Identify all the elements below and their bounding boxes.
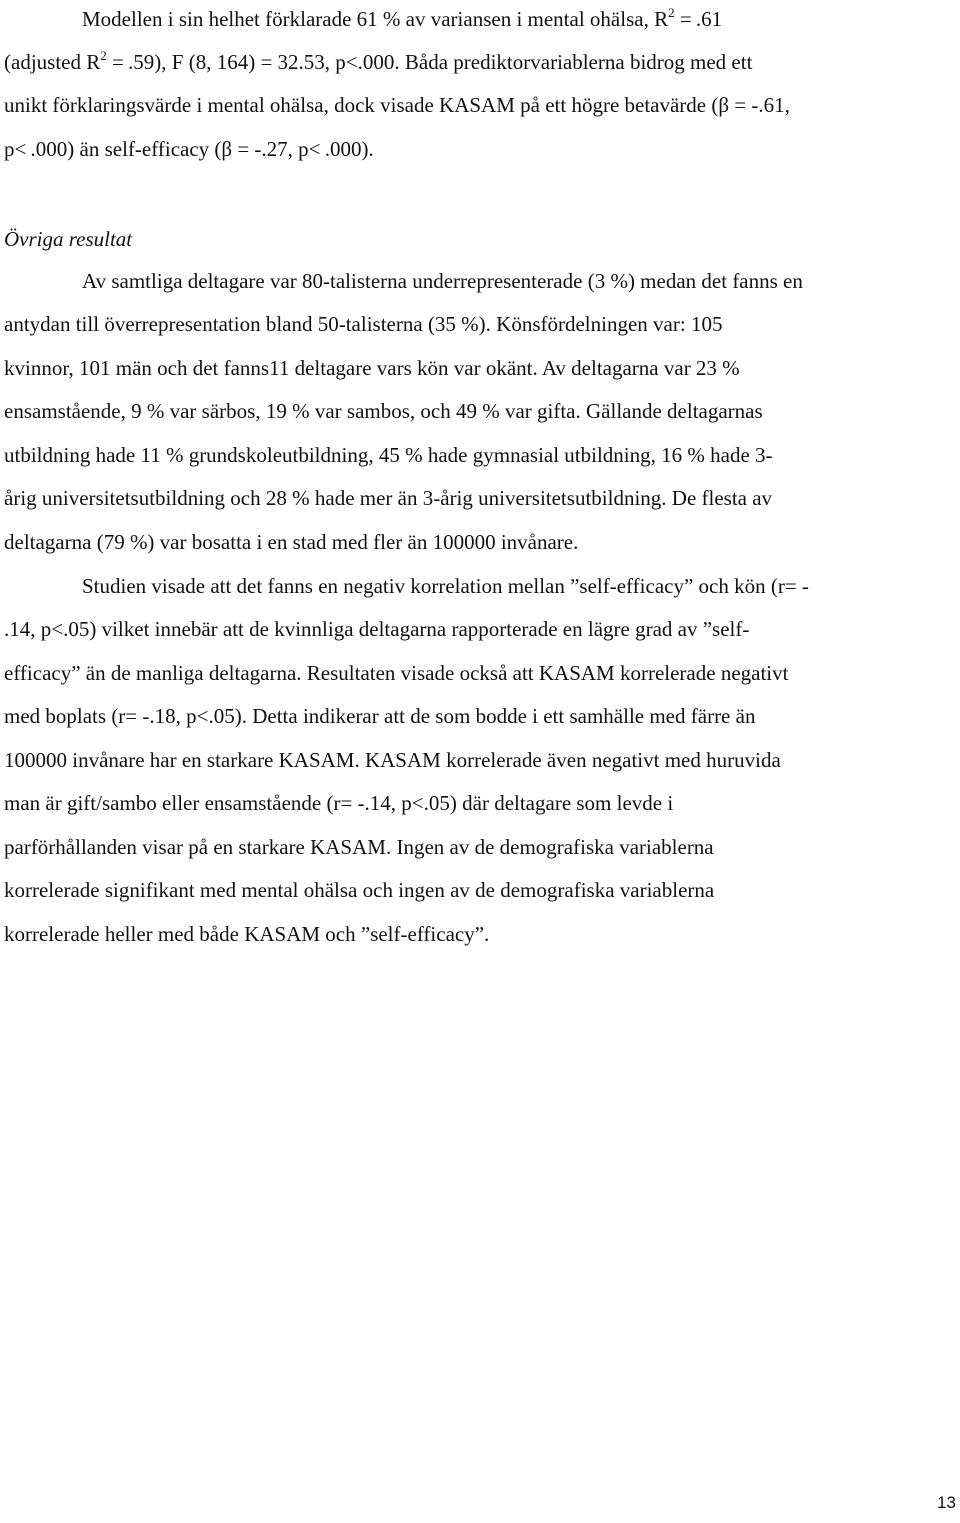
text-line: antydan till överrepresentation bland 50-talisterna (35 %). Könsfördelningen var: 105 bbox=[4, 312, 723, 336]
text-line: korrelerade heller med både KASAM och ”self-efficacy”. bbox=[4, 922, 490, 946]
superscript: 2 bbox=[668, 5, 675, 20]
text-line: Av samtliga deltagare var 80-talisterna underrepresenterade (3 %) medan det fanns en bbox=[82, 269, 803, 293]
text-line: Modellen i sin helhet förklarade 61 % av variansen i mental ohälsa, $R^2 = .61$ bbox=[82, 5, 723, 31]
text-line: årig universitetsutbildning och 28 % hade mer än 3-årig universitetsutbildning. De flesta av bbox=[4, 486, 773, 510]
section-heading: Övriga resultat bbox=[4, 227, 133, 251]
page-number: 13 bbox=[937, 1493, 956, 1512]
text-line: 100000 invånare har en starkare KASAM. KASAM korrelerade även negativt med huruvida bbox=[4, 748, 781, 772]
text-line: efficacy” än de manliga deltagarna. Resultaten visade också att KASAM korrelerade negativt bbox=[4, 661, 789, 685]
text-line: man är gift/sambo eller ensamstående (r= -.14, p<.05) där deltagare som levde i bbox=[4, 791, 674, 815]
text-line: Studien visade att det fanns en negativ korrelation mellan ”self-efficacy” och kön (r= - bbox=[82, 574, 809, 598]
text-line: (adjusted $R^2 = .59$), F (8, 164) = 32.53, p<.000. Båda prediktorvariablerna bidrog med ett bbox=[4, 48, 753, 74]
text-line: utbildning hade 11 % grundskoleutbildning, 45 % hade gymnasial utbildning, 16 % hade 3- bbox=[4, 443, 773, 467]
text-line: med boplats (r= -.18, p<.05). Detta indikerar att de som bodde i ett samhälle med färre än bbox=[4, 704, 756, 728]
text-line: korrelerade signifikant med mental ohälsa och ingen av de demografiska variablerna bbox=[4, 878, 715, 902]
text-line: p< .000) än self-efficacy (β = -.27, p< .000). bbox=[4, 137, 374, 161]
text-line: .14, p<.05) vilket innebär att de kvinnliga deltagarna rapporterade en lägre grad av ”self- bbox=[4, 617, 750, 641]
text-line: ensamstående, 9 % var särbos, 19 % var sambos, och 49 % var gifta. Gällande deltagarnas bbox=[4, 399, 763, 423]
text-line: deltagarna (79 %) var bosatta i en stad med fler än 100000 invånare. bbox=[4, 530, 579, 554]
superscript: 2 bbox=[100, 48, 107, 63]
text-line: kvinnor, 101 män och det fanns11 deltagare vars kön var okänt. Av deltagarna var 23 % bbox=[4, 356, 740, 380]
text-line: parförhållanden visar på en starkare KASAM. Ingen av de demografiska variablerna bbox=[4, 835, 714, 859]
text-line: unikt förklaringsvärde i mental ohälsa, dock visade KASAM på ett högre betavärde (β = -.61, bbox=[4, 93, 790, 117]
